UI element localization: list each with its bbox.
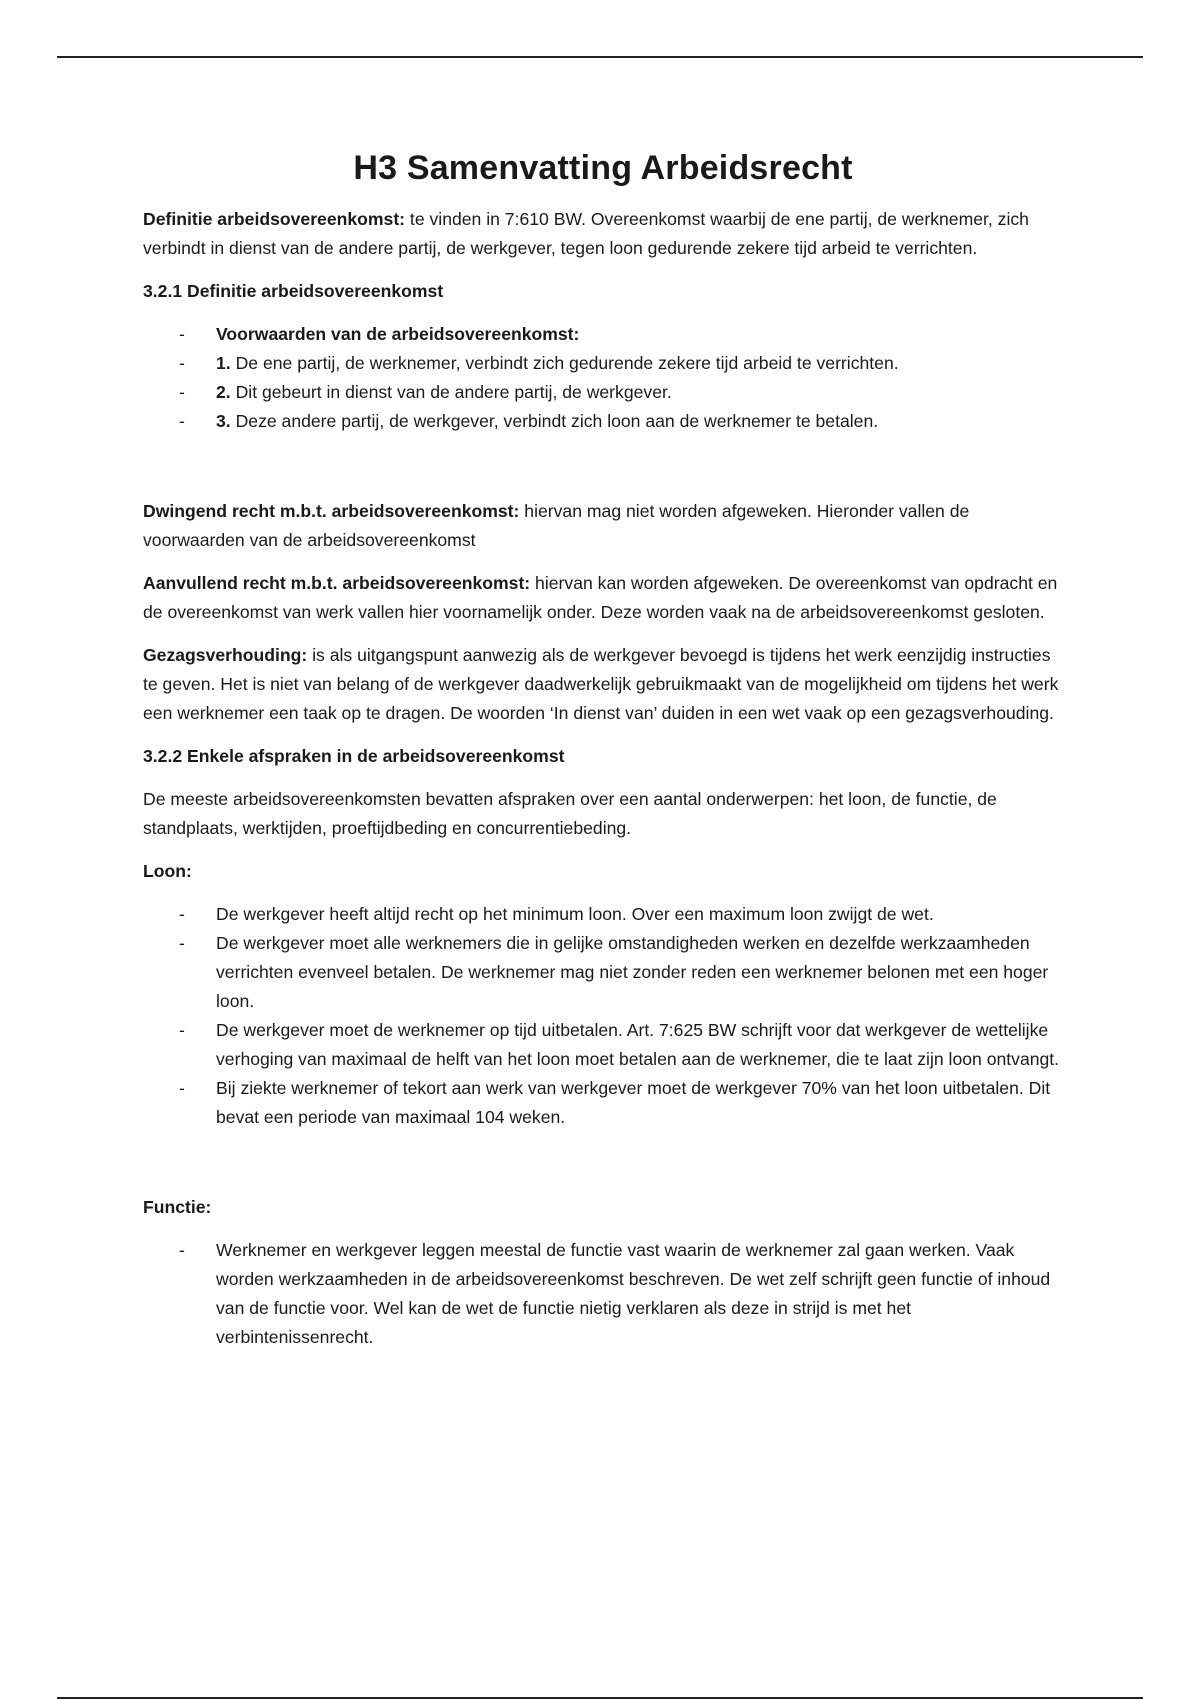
list-item bbox=[179, 1074, 1063, 1132]
dash-bullet: - bbox=[179, 324, 185, 344]
loon-item-text: De werkgever moet alle werknemers die in gelijke omstandigheden werken en dezelfde werkzaamheden verrichten evenveel betalen. De werknemer mag niet zonder reden een werknemer belonen met een hoger loon. bbox=[216, 933, 1049, 1011]
section-322-paragraph: De meeste arbeidsovereenkomsten bevatten afspraken over een aantal onderwerpen: het loon, de functie, de standplaats, werktijden, proeftijdbeding en concurrentiebeding. bbox=[143, 789, 997, 838]
dwingend-term: Dwingend recht m.b.t. arbeidsovereenkomst: bbox=[143, 501, 520, 521]
list-item bbox=[179, 929, 1063, 1016]
dwingend-paragraph bbox=[143, 497, 1063, 555]
dash-bullet: - bbox=[179, 1078, 185, 1098]
gezag-paragraph bbox=[143, 641, 1063, 728]
gezag-term: Gezagsverhouding: bbox=[143, 645, 308, 665]
aanvullend-paragraph bbox=[143, 569, 1063, 627]
functie-item-text: Werknemer en werkgever leggen meestal de functie vast waarin de werknemer zal gaan werken. Vaak worden werkzaamheden in de arbeidsovereenkomst beschreven. De wet zelf schrijft geen functie of inhoud van de functie voor. Wel kan de wet de functie nietig verklaren als deze in strijd is met het verbintenissenrecht. bbox=[216, 1240, 1051, 1347]
condition-text: Deze andere partij, de werkgever, verbindt zich loon aan de werknemer te betalen. bbox=[230, 411, 879, 431]
document-page bbox=[143, 146, 1063, 1366]
loon-item-text: De werkgever heeft altijd recht op het minimum loon. Over een maximum loon zwijgt de wet. bbox=[216, 904, 934, 924]
dash-bullet: - bbox=[179, 353, 185, 373]
list-item bbox=[179, 407, 1063, 436]
document-title: H3 Samenvatting Arbeidsrecht bbox=[353, 149, 853, 187]
spacer bbox=[143, 450, 1063, 497]
list-item bbox=[179, 900, 1063, 929]
condition-text: Dit gebeurt in dienst van de andere partij, de werkgever. bbox=[230, 382, 672, 402]
intro-term: Definitie arbeidsovereenkomst: bbox=[143, 209, 406, 229]
aanvullend-text: hiervan kan worden afgeweken. De overeenkomst van opdracht en de overeenkomst van werk vallen hier voornamelijk onder. Deze worden vaak na de arbeidsovereenkomst gesloten. bbox=[143, 573, 1058, 622]
dash-bullet: - bbox=[179, 1240, 185, 1260]
section-321-heading: 3.2.1 Definitie arbeidsovereenkomst bbox=[143, 281, 444, 301]
condition-number: 1. bbox=[216, 353, 231, 373]
dash-bullet: - bbox=[179, 382, 185, 402]
dash-bullet: - bbox=[179, 411, 185, 431]
intro-text: te vinden in 7:610 BW. Overeenkomst waarbij de ene partij, de werknemer, zich verbindt in dienst van de andere partij, de werkgever, tegen loon gedurende zekere tijd arbeid te verrichten. bbox=[143, 209, 1029, 258]
list-item bbox=[179, 378, 1063, 407]
footer-rule bbox=[57, 1697, 1143, 1699]
dash-bullet: - bbox=[179, 904, 185, 924]
list-item bbox=[179, 349, 1063, 378]
loon-item-text: De werkgever moet de werknemer op tijd uitbetalen. Art. 7:625 BW schrijft voor dat werkgever de wettelijke verhoging van maximaal de helft van het loon moet betalen aan de werknemer, die te laat zijn loon ontvangt. bbox=[216, 1020, 1060, 1069]
dash-bullet: - bbox=[179, 1020, 185, 1040]
condition-text: De ene partij, de werknemer, verbindt zich gedurende zekere tijd arbeid te verrichten. bbox=[230, 353, 899, 373]
condition-number: 2. bbox=[216, 382, 231, 402]
section-322-heading: 3.2.2 Enkele afspraken in de arbeidsovereenkomst bbox=[143, 746, 565, 766]
loon-item-text: Bij ziekte werknemer of tekort aan werk van werkgever moet de werkgever 70% van het loon uitbetalen. Dit bevat een periode van maximaal 104 weken. bbox=[216, 1078, 1051, 1127]
gezag-text: is als uitgangspunt aanwezig als de werkgever bevoegd is tijdens het werk eenzijdig instructies te geven. Het is niet van belang of de werkgever daadwerkelijk gebruikmaakt van de mogelijkheid om tijdens het werk een werknemer een taak op te dragen. De woorden ‘In dienst van’ duiden in een wet vaak op een gezagsverhouding. bbox=[143, 645, 1059, 723]
dash-bullet: - bbox=[179, 933, 185, 953]
conditions-list bbox=[143, 320, 1063, 436]
conditions-list-title: Voorwaarden van de arbeidsovereenkomst: bbox=[216, 324, 580, 344]
functie-heading: Functie: bbox=[143, 1197, 212, 1217]
functie-list bbox=[143, 1236, 1063, 1352]
list-item bbox=[179, 1236, 1063, 1352]
header-rule bbox=[57, 56, 1143, 58]
loon-list bbox=[143, 900, 1063, 1132]
list-item bbox=[179, 1016, 1063, 1074]
intro-paragraph bbox=[143, 205, 1063, 263]
loon-heading: Loon: bbox=[143, 861, 192, 881]
aanvullend-term: Aanvullend recht m.b.t. arbeidsovereenkomst: bbox=[143, 573, 531, 593]
list-item bbox=[179, 320, 1063, 349]
spacer bbox=[143, 1146, 1063, 1193]
dwingend-text: hiervan mag niet worden afgeweken. Hieronder vallen de voorwaarden van de arbeidsovereenkomst bbox=[143, 501, 970, 550]
condition-number: 3. bbox=[216, 411, 231, 431]
